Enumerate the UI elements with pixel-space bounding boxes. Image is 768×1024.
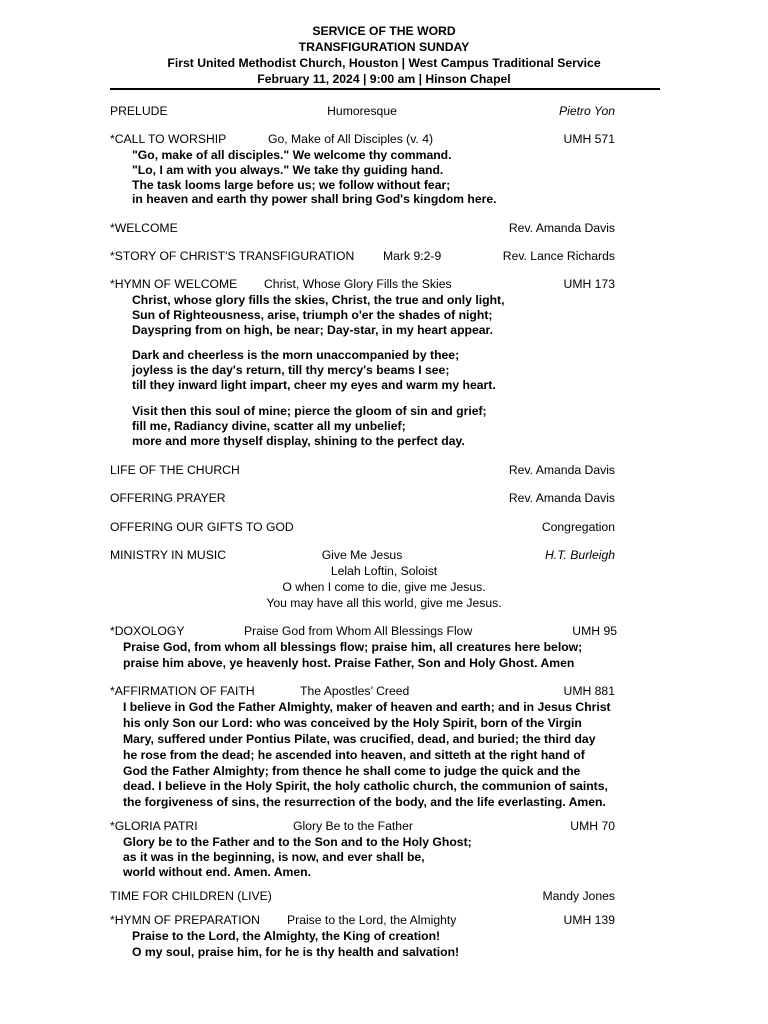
lyric-line: Glory be to the Father and to the Son and to the Holy Ghost;	[123, 835, 472, 849]
lyric-line: world without end. Amen. Amen.	[123, 865, 312, 879]
lyric-line: as it was in the beginning, is now, and ever shall be,	[123, 850, 425, 864]
item-leader: Rev. Amanda Davis	[508, 221, 615, 235]
lyric-line: O when I come to die, give me Jesus.	[282, 580, 486, 594]
item-title: Praise God from Whom All Blessings Flow	[244, 624, 473, 638]
item-hymnal-ref: UMH 139	[563, 913, 615, 927]
item-label: *STORY OF CHRIST'S TRANSFIGURATION	[110, 249, 355, 263]
item-composer: Pietro Yon	[558, 104, 615, 118]
item-composer: H.T. Burleigh	[545, 548, 615, 562]
lyric-line: praise him above, ye heavenly host. Praise Father, Son and Holy Ghost. Amen	[123, 656, 575, 670]
item-title: Christ, Whose Glory Fills the Skies	[264, 277, 452, 291]
lyric-line: Christ, whose glory fills the skies, Christ, the true and only light,	[132, 293, 505, 307]
lyric-line: "Go, make of all disciples." We welcome thy command.	[132, 148, 452, 162]
item-title: The Apostles’ Creed	[300, 684, 410, 698]
item-label: PRELUDE	[110, 104, 168, 118]
creed-line: I believe in God the Father Almighty, maker of heaven and earth; and in Jesus Christ	[123, 700, 611, 714]
item-label: TIME FOR CHILDREN (LIVE)	[110, 889, 272, 903]
creed-line: the forgiveness of sins, the resurrection of the body, and the life everlasting. Amen.	[123, 795, 606, 809]
affirmation-item	[110, 683, 615, 699]
creed-line: his only Son our Lord: who was conceived by the Holy Spirit, born of the Virgin	[123, 716, 582, 730]
time-for-children-item	[110, 888, 615, 904]
lyric-line: Praise to the Lord, the Almighty, the King of creation!	[132, 929, 441, 943]
item-label: *DOXOLOGY	[110, 624, 185, 638]
bulletin-header	[0, 23, 768, 87]
lyric-line: Dark and cheerless is the morn unaccompanied by thee;	[132, 348, 460, 362]
story-item	[110, 248, 615, 264]
item-hymnal-ref: UMH 881	[563, 684, 615, 698]
item-hymnal-ref: UMH 70	[570, 819, 615, 833]
lyric-line: O my soul, praise him, for he is thy health and salvation!	[132, 945, 460, 959]
creed-line: he rose from the dead; he ascended into heaven, and sitteth at the right hand of	[123, 748, 585, 762]
item-label: *AFFIRMATION OF FAITH	[110, 684, 255, 698]
lyric-line: You may have all this world, give me Jesus.	[266, 596, 502, 610]
item-leader: Rev. Amanda Davis	[508, 491, 615, 505]
offering-gifts-item	[110, 519, 615, 535]
lyric-line: in heaven and earth thy power shall bring God's kingdom here.	[132, 192, 497, 206]
item-title: Go, Make of All Disciples (v. 4)	[268, 132, 434, 146]
service-title: SERVICE OF THE WORD	[312, 24, 456, 38]
service-date: February 11, 2024 | 9:00 am | Hinson Chapel	[257, 72, 511, 86]
lyric-line: "Lo, I am with you always." We take thy guiding hand.	[132, 163, 444, 177]
item-scripture: Mark 9:2-9	[383, 249, 442, 263]
creed-line: Mary, suffered under Pontius Pilate, was crucified, dead, and buried; the third day	[123, 732, 596, 746]
header-divider	[110, 88, 660, 90]
item-leader: Rev. Lance Richards	[502, 249, 615, 263]
prelude-item	[110, 103, 615, 119]
lyric-line: Visit then this soul of mine; pierce the gloom of sin and grief;	[132, 404, 487, 418]
life-of-church-item	[110, 462, 615, 478]
ministry-in-music-item	[110, 547, 615, 563]
lyric-line: till they inward light impart, cheer my eyes and warm my heart.	[132, 378, 496, 392]
item-label: LIFE OF THE CHURCH	[110, 463, 240, 477]
item-label: OFFERING OUR GIFTS TO GOD	[110, 520, 294, 534]
creed-line: God the Father Almighty; from thence he shall come to judge the quick and the	[123, 764, 581, 778]
item-title: Glory Be to the Father	[293, 819, 413, 833]
lyric-line: Sun of Righteousness, arise, triumph o'er the shades of night;	[132, 308, 493, 322]
creed-line: dead. I believe in the Holy Spirit, the holy catholic church, the communion of saints,	[123, 779, 608, 793]
lyric-line: more and more thyself display, shining to the perfect day.	[132, 434, 465, 448]
item-label: *GLORIA PATRI	[110, 819, 198, 833]
item-hymnal-ref: UMH 571	[563, 132, 615, 146]
soloist-name: Lelah Loftin, Soloist	[330, 564, 438, 578]
item-title: Praise to the Lord, the Almighty	[287, 913, 457, 927]
lyric-line: Dayspring from on high, be near; Day-star, in my heart appear.	[132, 323, 493, 337]
item-label: *HYMN OF WELCOME	[110, 277, 238, 291]
lyric-line: The task looms large before us; we follow without fear;	[132, 178, 451, 192]
lyric-line: fill me, Radiancy divine, scatter all my unbelief;	[132, 419, 406, 433]
doxology-item	[110, 623, 615, 639]
item-label: *WELCOME	[110, 221, 178, 235]
item-title: Give Me Jesus	[321, 548, 403, 562]
item-label: *HYMN OF PREPARATION	[110, 913, 260, 927]
hymn-of-preparation-item	[110, 912, 615, 928]
lyric-line: Praise God, from whom all blessings flow; praise him, all creatures here below;	[123, 640, 583, 654]
call-to-worship-item	[110, 131, 615, 147]
gloria-patri-item	[110, 818, 615, 834]
hymn-of-welcome-item	[110, 276, 615, 292]
welcome-item	[110, 220, 615, 236]
item-label: MINISTRY IN MUSIC	[110, 548, 227, 562]
church-name: First United Methodist Church, Houston | West Campus Traditional Service	[167, 56, 601, 70]
offering-prayer-item	[110, 490, 615, 506]
item-leader: Congregation	[541, 520, 615, 534]
lyric-line: joyless is the day's return, till thy mercy's beams I see;	[132, 363, 450, 377]
item-hymnal-ref: UMH 173	[563, 277, 615, 291]
item-title: Humoresque	[327, 104, 397, 118]
item-label: *CALL TO WORSHIP	[110, 132, 227, 146]
item-label: OFFERING PRAYER	[110, 491, 226, 505]
item-hymnal-ref: UMH 95	[572, 624, 617, 638]
sunday-title: TRANSFIGURATION SUNDAY	[298, 40, 470, 54]
item-leader: Mandy Jones	[542, 889, 615, 903]
item-leader: Rev. Amanda Davis	[508, 463, 615, 477]
